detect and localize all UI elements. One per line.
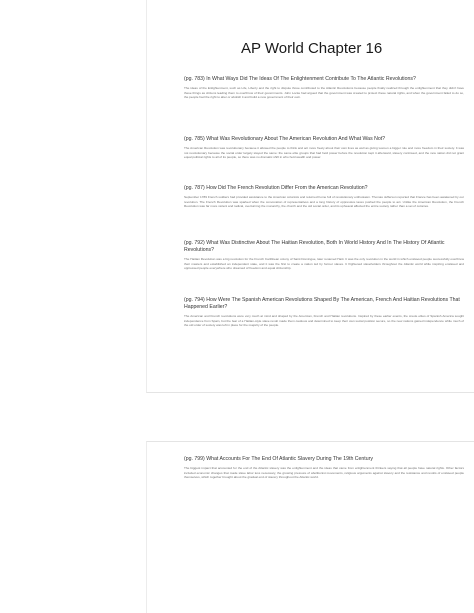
document-title: AP World Chapter 16 bbox=[241, 40, 383, 57]
section-answer: The American and French revolutions were very much at mind and shaped by the American, French and Haitian revolutions. Inspired by these earlier events, the creole elites of Spanish America sought independence from Spain, but the fear of a Haitian-style slave revolt made them cautious and determined to keep their own social position secure, so the new nations gained independence while much of the old order of society was left in place for the majority of the people. bbox=[184, 314, 464, 328]
section-question: (pg. 792) What Was Distinctive About The Haitian Revolution, Both In World History And In The History Of Atlantic Revolutions? bbox=[184, 240, 445, 253]
section-answer: The Haitian Revolution was a big revolution for the French Caribbean colony of Saint Domingue, later renamed Haiti. It was the only revolution in the world in which enslaved people successfully overthrew their masters and established an independent state, and it was the first to create a nation led by former slaves. It frightened slaveholders throughout the Atlantic world while inspiring enslaved and oppressed people everywhere who dreamed of freedom and equal citizenship. bbox=[184, 257, 464, 271]
section-question: (pg. 785) What Was Revolutionary About The American Revolution And What Was Not? bbox=[184, 136, 386, 142]
section-answer: The biggest impact that accounted for the end of the Atlantic slavery was the enlightenment and the ideas that came from enlightenment thinkers saying that all people have natural rights. Other factors included economic changes that made slave labor less necessary, the growing pressure of abolitionist movements, religious arguments against slavery and the resistance and revolts of enslaved people themselves, which together brought about the gradual end of slavery throughout the Atlantic world. bbox=[184, 466, 464, 480]
qa-section bbox=[184, 136, 464, 160]
document-page-2 bbox=[146, 441, 474, 613]
section-question: (pg. 794) How Were The Spanish American Revolutions Shaped By The American, French And Haitian Revolutions That Happened Earlier? bbox=[184, 297, 460, 310]
qa-section bbox=[184, 240, 464, 271]
section-question: (pg. 799) What Accounts For The End Of Atlantic Slavery During The 19th Century bbox=[184, 456, 373, 462]
qa-section bbox=[184, 297, 464, 328]
section-question: (pg. 787) How Did The French Revolution Differ From the American Revolution? bbox=[184, 185, 368, 191]
qa-section bbox=[184, 76, 464, 100]
qa-section bbox=[184, 456, 464, 480]
qa-section bbox=[184, 185, 464, 209]
section-answer: The American Revolution was revolutionary because it allowed the people to think and act more freely about their own lives as well as giving women a bigger role and more freedom in their society. It was not revolutionary because the social order largely stayed the same: the same elite groups that had held power before the revolution kept it afterward, slavery continued, and the new nation did not grant equal political rights to all of its people, so there was no dramatic shift in who held wealth and power. bbox=[184, 146, 464, 160]
section-answer: September 1789 French soldiers had provided assistance to the American colonists and returned home full of revolutionary enthusiasm. Thomas Jefferson reported that France has been awakened by our revolution. The French Revolution was sparked when the convocation of representatives and a long history of oppressive taxes pushed the people to act. Unlike the American Revolution, the French Revolution was far more violent and radical, overturning the monarchy, the church and the old social order, and its upheaval affected the entire society rather than a set of colonies. bbox=[184, 195, 464, 209]
section-answer: The ideas of the Enlightenment, such as Life, Liberty and the right to dispute those contributed to the Atlantic Revolutions because people finally realized through the enlightenment that they didn't have these things as citizens leading them to overthrow of their governments. John Locke had argued that the government was created to protect these natural rights, and when the government failed to do so, the people had the right to alter or abolish it and build a new government of their own. bbox=[184, 86, 464, 100]
document-page-1 bbox=[146, 0, 474, 393]
section-question: (pg. 783) In What Ways Did The Ideas Of The Enlightenment Contribute To The Atlantic Revolutions? bbox=[184, 76, 416, 82]
